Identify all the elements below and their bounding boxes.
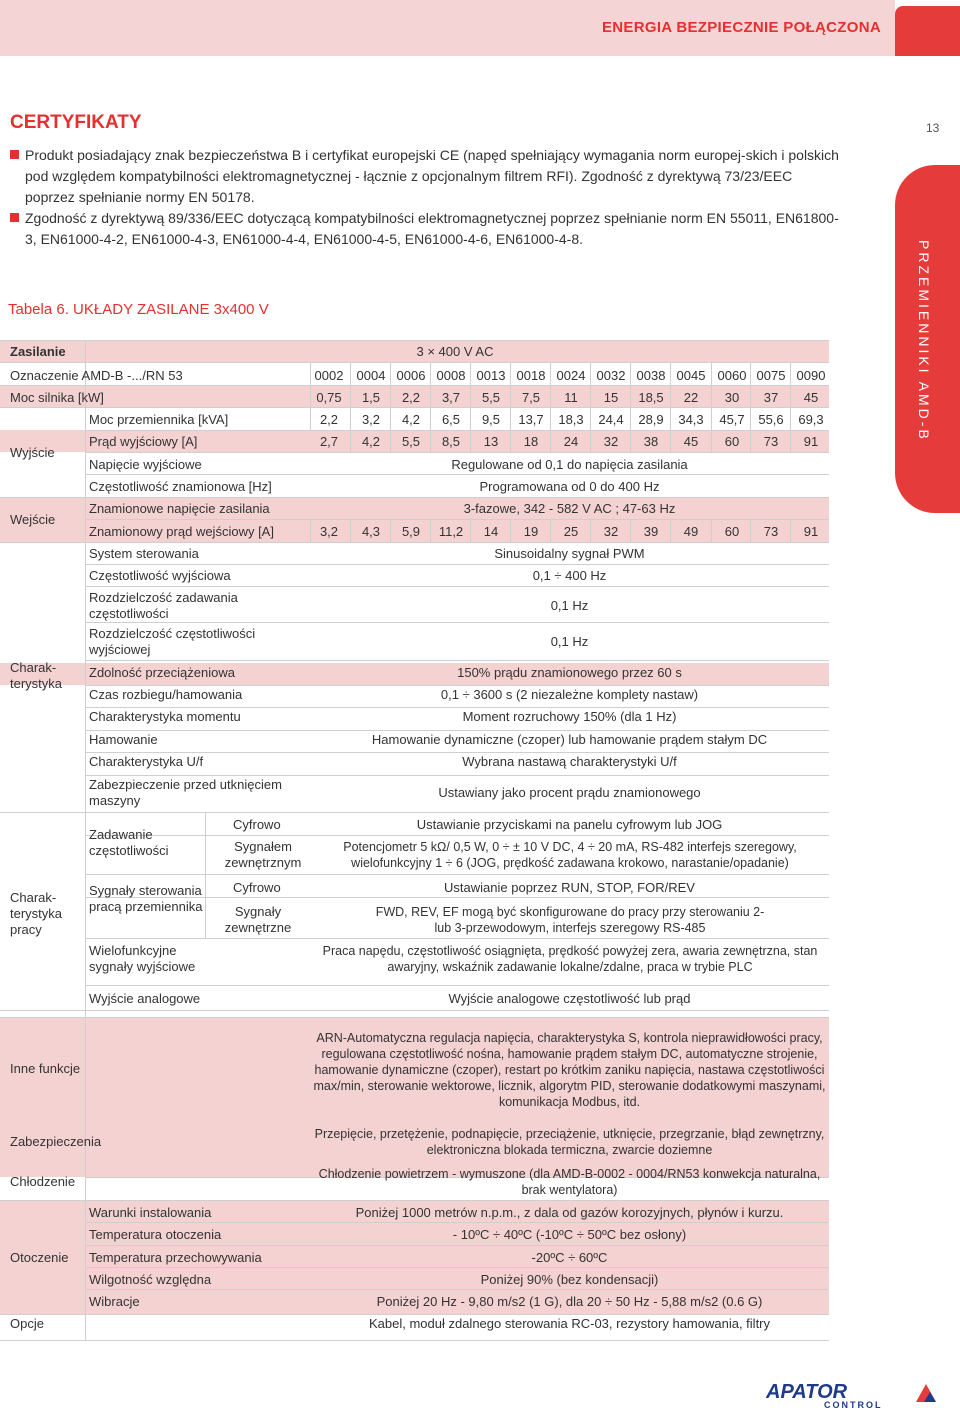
table-cell: 49 [683, 524, 699, 539]
grid-line [711, 519, 712, 542]
table-cell: 18,3 [558, 412, 584, 427]
analog-output-value: Wyjście analogowe częstotliwość lub prąd [448, 991, 691, 1006]
table-cell: 60 [724, 434, 740, 449]
grid-line [430, 519, 431, 542]
table-cell: 0032 [596, 368, 626, 383]
table-cell: 2,2 [401, 390, 421, 405]
grid-line [85, 452, 829, 453]
grid-line [205, 812, 206, 938]
work-group-label: Charak-terystyka pracy [10, 890, 63, 937]
grid-line [590, 519, 591, 542]
company-logo [766, 1380, 956, 1413]
characteristic-label: System sterowania [89, 546, 199, 561]
table-cell: 5,5 [481, 390, 501, 405]
grid-line [0, 812, 829, 813]
external-signal-value: Potencjometr 5 kΩ/ 0,5 W, 0 ÷ ± 10 V DC, 4 ÷ 20 mA, RS-482 interfejs szeregowy, wielofunkcyjny 1 ÷ 6 (JOG, prędkość zadawana krokowo, narastanie/opadanie) [343, 840, 797, 870]
characteristic-label: Częstotliwość wyjściowa [89, 568, 231, 583]
table-cell: 55,6 [758, 412, 784, 427]
grid-line [590, 362, 591, 452]
other-functions-value: ARN-Automatyczna regulacja napięcia, charakterystyka S, kontrola nieprawidłowości pracy, regulowana częstotliwość nośna, hamowanie prądem stałym DC, automatyczne strojenie, hamowanie dynamiczne (czoper), restart po krótkim zaniku napięcia, nastawa częstotliwości max/min, sterowanie wektorowe, licznik, algorytm PID, sterowanie dodatkowymi maszynami, komunikacja Modbus, itd. [313, 1031, 826, 1109]
grid-line [430, 362, 431, 452]
grid-line [85, 1222, 829, 1223]
supply-label: Zasilanie [10, 344, 66, 359]
grid-line [510, 519, 511, 542]
table-cell: 39 [643, 524, 659, 539]
environment-value: Poniżej 90% (bez kondensacji) [480, 1272, 659, 1287]
environment-value: Poniżej 20 Hz - 9,80 m/s2 (1 G), dla 20 ÷ 50 Hz - 5,88 m/s2 (0.6 G) [376, 1294, 763, 1309]
table-cell: 0090 [796, 368, 826, 383]
input-current-label: Znamionowy prąd wejściowy [A] [89, 524, 274, 539]
characteristic-value: 0,1 ÷ 3600 s (2 niezależne komplety nastaw) [440, 687, 699, 702]
table-cell: 15 [603, 390, 619, 405]
characteristic-label: Charakterystyka momentu [89, 709, 241, 724]
table-cell: 91 [803, 434, 819, 449]
characteristic-value: Moment rozruchowy 150% (dla 1 Hz) [462, 709, 677, 724]
grid-line [85, 1267, 829, 1268]
side-label: PRZEMIENNIKI AMD-B [916, 240, 932, 442]
bullet-text: Zgodność z dyrektywą 89/336/EEC dotyczącą kompatybilności elektromagnetycznej poprzez spełnianie norm EN 55011, EN61800-3, EN61000-4-2, EN61000-4-3, EN61000-4-4, EN61000-4-5, EN61000-4-6, EN61000-4-8. [25, 210, 839, 247]
grid-line [711, 362, 712, 452]
grid-line [0, 340, 829, 341]
characteristics-group-label: Charak-terystyka [10, 660, 63, 691]
grid-line [0, 1010, 829, 1011]
input-voltage-value: 3-fazowe, 342 - 582 V AC ; 47-63 Hz [463, 501, 676, 516]
table-cell: 4,2 [361, 434, 381, 449]
analog-output-label: Wyjście analogowe [89, 991, 201, 1006]
table-cell: 3,2 [319, 524, 339, 539]
environment-value: Poniżej 1000 metrów n.p.m., z dala od gazów korozyjnych, płynów i kurzu. [355, 1205, 784, 1220]
control-digital-value: Ustawianie poprzez RUN, STOP, FOR/REV [444, 880, 695, 895]
table-cell: 5,9 [401, 524, 421, 539]
grid-line [85, 622, 829, 623]
grid-line [0, 362, 829, 363]
table-cell: 4,3 [361, 524, 381, 539]
table-cell: 91 [803, 524, 819, 539]
bullet-square-icon [10, 150, 19, 159]
table-cell: 11,2 [438, 524, 464, 539]
table-cell: 8,5 [441, 434, 461, 449]
grid-line [85, 340, 86, 1340]
characteristic-value: Hamowanie dynamiczne (czoper) lub hamowanie prądem stałym DC [371, 732, 768, 747]
table-cell: 4,2 [401, 412, 421, 427]
grid-line [85, 1245, 829, 1246]
apator-logo-icon [916, 1384, 936, 1402]
table-cell: 73 [763, 434, 779, 449]
characteristic-value: 150% prądu znamionowego przez 60 s [457, 665, 682, 680]
table-cell: 0038 [636, 368, 666, 383]
options-value: Kabel, moduł zdalnego sterowania RC-03, rezystory hamowania, filtry [368, 1316, 771, 1331]
table-cell: 22 [683, 390, 699, 405]
table-cell: 0060 [717, 368, 747, 383]
grid-line [0, 1200, 829, 1201]
supply-value: 3 × 400 V AC [416, 344, 494, 359]
header-tab [895, 6, 960, 56]
characteristic-label: Charakterystyka U/f [89, 754, 204, 769]
grid-line [85, 707, 829, 708]
table-cell: 0018 [516, 368, 546, 383]
external-signals-value: FWD, REV, EF mogą być skonfigurowane do pracy przy sterowaniu 2-lub 3-przewodowym, interfejs szeregowy RS-485 [375, 905, 765, 935]
grid-line [0, 497, 829, 498]
table-caption: Tabela 6. UKŁADY ZASILANE 3x400 V [8, 301, 269, 318]
table-cell: 24,4 [598, 412, 624, 427]
bullet-item [10, 208, 840, 250]
environment-value: - 10ºC ÷ 40ºC (-10ºC ÷ 50ºC bez osłony) [452, 1227, 687, 1242]
table-cell: 69,3 [798, 412, 824, 427]
table-cell: 73 [763, 524, 779, 539]
table-cell: 32 [603, 524, 619, 539]
table-cell: 0,75 [316, 390, 342, 405]
designation-label: Oznaczenie AMD-B -.../RN 53 [10, 368, 183, 383]
grid-line [0, 407, 829, 408]
grid-line [0, 1314, 829, 1315]
environment-label: Temperatura otoczenia [89, 1227, 222, 1242]
characteristic-label: Zdolność przeciążeniowa [89, 665, 235, 680]
environment-label: Wibracje [89, 1294, 140, 1309]
table-cell: 30 [724, 390, 740, 405]
grid-line [790, 362, 791, 452]
grid-line [0, 1340, 829, 1341]
digital-value: Ustawianie przyciskami na panelu cyfrowym lub JOG [416, 817, 723, 832]
characteristic-label: Czas rozbiegu/hamowania [89, 687, 243, 702]
grid-line [550, 519, 551, 542]
output-group-label: Wyjście [10, 445, 55, 460]
table-cell: 5,5 [401, 434, 421, 449]
table-cell: 3,7 [441, 390, 461, 405]
brand-slogan: ENERGIA BEZPIECZNIE POŁĄCZONA [602, 19, 881, 36]
grid-line [85, 685, 829, 686]
grid-line [510, 362, 511, 452]
grid-line [390, 362, 391, 452]
characteristic-value: 0,1 Hz [550, 634, 589, 649]
table-cell: 60 [724, 524, 740, 539]
table-cell: 2,7 [319, 434, 339, 449]
grid-line [85, 874, 829, 875]
section-title: CERTYFIKATY [10, 112, 142, 133]
input-group-label: Wejście [10, 512, 56, 527]
bullet-item [10, 145, 840, 208]
table-cell: 37 [763, 390, 779, 405]
motor-label: Moc silnika [kW] [10, 390, 104, 405]
characteristic-value: 0,1 ÷ 400 Hz [532, 568, 607, 583]
environment-label: Warunki instalowania [89, 1205, 212, 1220]
grid-line [85, 474, 829, 475]
cooling-label: Chłodzenie [10, 1174, 76, 1189]
grid-line [670, 362, 671, 452]
table-cell: 6,5 [441, 412, 461, 427]
table-cell: 0006 [396, 368, 426, 383]
grid-line [85, 985, 829, 986]
grid-line [0, 1017, 829, 1018]
output-voltage-label: Napięcie wyjściowe [89, 457, 202, 472]
characteristic-label: Zabezpieczenie przed utknięciem maszyny [89, 777, 282, 808]
output-voltage-value: Regulowane od 0,1 do napięcia zasilania [451, 457, 688, 472]
grid-line [85, 752, 829, 753]
grid-line [85, 430, 829, 431]
characteristic-value: Wybrana nastawą charakterystyki U/f [462, 754, 677, 769]
table-cell: 45,7 [719, 412, 745, 427]
table-cell: 45 [803, 390, 819, 405]
table-cell: 1,5 [361, 390, 381, 405]
inverter-power-label: Moc przemiennika [kVA] [89, 412, 229, 427]
control-signals-label: Sygnały sterowania pracą przemiennika [89, 883, 203, 914]
table-cell: 7,5 [521, 390, 541, 405]
frequency-setting-label: Zadawanie częstotliwości [89, 827, 169, 858]
characteristic-value: 0,1 Hz [550, 598, 589, 613]
grid-line [350, 519, 351, 542]
bullet-text: Produkt posiadający znak bezpieczeństwa B i certyfikat europejski CE (napęd spełniający wymagania norm europej-skich i polskich pod względem kompatybilności elektromagnetycznej - łącznie z opcjonalnym filtrem RFI). Zgodność z dyrektywą 73/23/EEC poprzez spełnianie normy EN 50178. [25, 147, 839, 205]
other-functions-label: Inne funkcje [10, 1061, 81, 1076]
grid-line [790, 519, 791, 542]
environment-group-label: Otoczenie [10, 1250, 69, 1265]
table-cell: 19 [523, 524, 539, 539]
grid-line [470, 362, 471, 452]
grid-line [750, 362, 751, 452]
table-cell: 24 [563, 434, 579, 449]
protection-value: Przepięcie, przetężenie, podnapięcie, przeciążenie, utknięcie, przegrzanie, błąd zewnętrzny, elektroniczna blokada termiczna, zwarcie doziemne [314, 1127, 825, 1157]
table-cell: 18,5 [638, 390, 664, 405]
table-cell: 38 [643, 434, 659, 449]
grid-line [470, 519, 471, 542]
page-number: 13 [926, 121, 940, 135]
grid-line [350, 362, 351, 452]
table-cell: 0008 [436, 368, 466, 383]
table-cell: 45 [683, 434, 699, 449]
output-current-label: Prąd wyjściowy [A] [89, 434, 198, 449]
grid-line [85, 938, 829, 939]
environment-label: Wilgotność względna [89, 1272, 212, 1287]
grid-line [85, 564, 829, 565]
table-cell: 28,9 [638, 412, 664, 427]
environment-label: Temperatura przechowywania [89, 1250, 262, 1265]
grid-line [750, 519, 751, 542]
table-cell: 13 [483, 434, 499, 449]
grid-line [0, 385, 829, 386]
table-cell: 0045 [676, 368, 706, 383]
grid-line [630, 519, 631, 542]
table-cell: 0013 [476, 368, 506, 383]
grid-line [0, 542, 829, 543]
control-digital-label: Cyfrowo [233, 880, 281, 895]
grid-line [85, 586, 829, 587]
input-voltage-label: Znamionowe napięcie zasilania [89, 501, 270, 516]
table-cell: 2,2 [319, 412, 339, 427]
grid-line [670, 519, 671, 542]
table-cell: 25 [563, 524, 579, 539]
characteristic-label: Rozdzielczość zadawania częstotliwości [89, 590, 238, 621]
grid-line [85, 519, 829, 520]
characteristic-label: Hamowanie [89, 732, 158, 747]
grid-line [85, 1289, 829, 1290]
table-cell: 14 [483, 524, 499, 539]
table-cell: 0004 [356, 368, 386, 383]
multifunction-output-label: Wielofunkcyjne sygnały wyjściowe [89, 943, 196, 974]
table-cell: 13,7 [518, 412, 544, 427]
multifunction-output-value: Praca napędu, częstotliwość osiągnięta, prędkość powyżej zera, awaria zewnętrzna, stan awaryjny, wskaźnik zadawanie lokalne/zdalne, praca w trybie PLC [322, 944, 818, 974]
table-cell: 34,3 [678, 412, 704, 427]
characteristic-value: Sinusoidalny sygnał PWM [494, 546, 645, 561]
table-cell: 0002 [314, 368, 344, 383]
bullet-square-icon [10, 213, 19, 222]
protection-label: Zabezpieczenia [10, 1134, 102, 1149]
table-cell: 11 [564, 390, 578, 405]
table-cell: 9,5 [481, 412, 501, 427]
grid-line [390, 519, 391, 542]
table-cell: 18 [523, 434, 539, 449]
logo-sub: CONTROL [824, 1400, 883, 1408]
characteristic-value: Ustawiany jako procent prądu znamionowego [438, 785, 701, 800]
grid-line [85, 660, 829, 661]
environment-value: -20ºC ÷ 60ºC [531, 1250, 608, 1265]
grid-line [85, 775, 829, 776]
logo-name: APATOR [766, 1381, 848, 1403]
table-cell: 0024 [556, 368, 586, 383]
grid-line [630, 362, 631, 452]
digital-label: Cyfrowo [233, 817, 281, 832]
grid-line [550, 362, 551, 452]
characteristic-label: Rozdzielczość częstotliwości wyjściowej [89, 626, 256, 657]
table-cell: 0075 [756, 368, 786, 383]
options-label: Opcje [10, 1316, 44, 1331]
cooling-value: Chłodzenie powietrzem - wymuszone (dla AMD-B-0002 - 0004/RN53 konwekcja naturalna, brak wentylatora) [318, 1167, 821, 1197]
table-cell: 3,2 [361, 412, 381, 427]
rated-frequency-label: Częstotliwość znamionowa [Hz] [89, 479, 272, 494]
external-signals-label: Sygnały zewnętrzne [224, 904, 292, 935]
rated-frequency-value: Programowana od 0 do 400 Hz [479, 479, 660, 494]
external-signal-label: Sygnałem zewnętrznym [224, 839, 302, 870]
grid-line [85, 730, 829, 731]
table-cell: 32 [603, 434, 619, 449]
